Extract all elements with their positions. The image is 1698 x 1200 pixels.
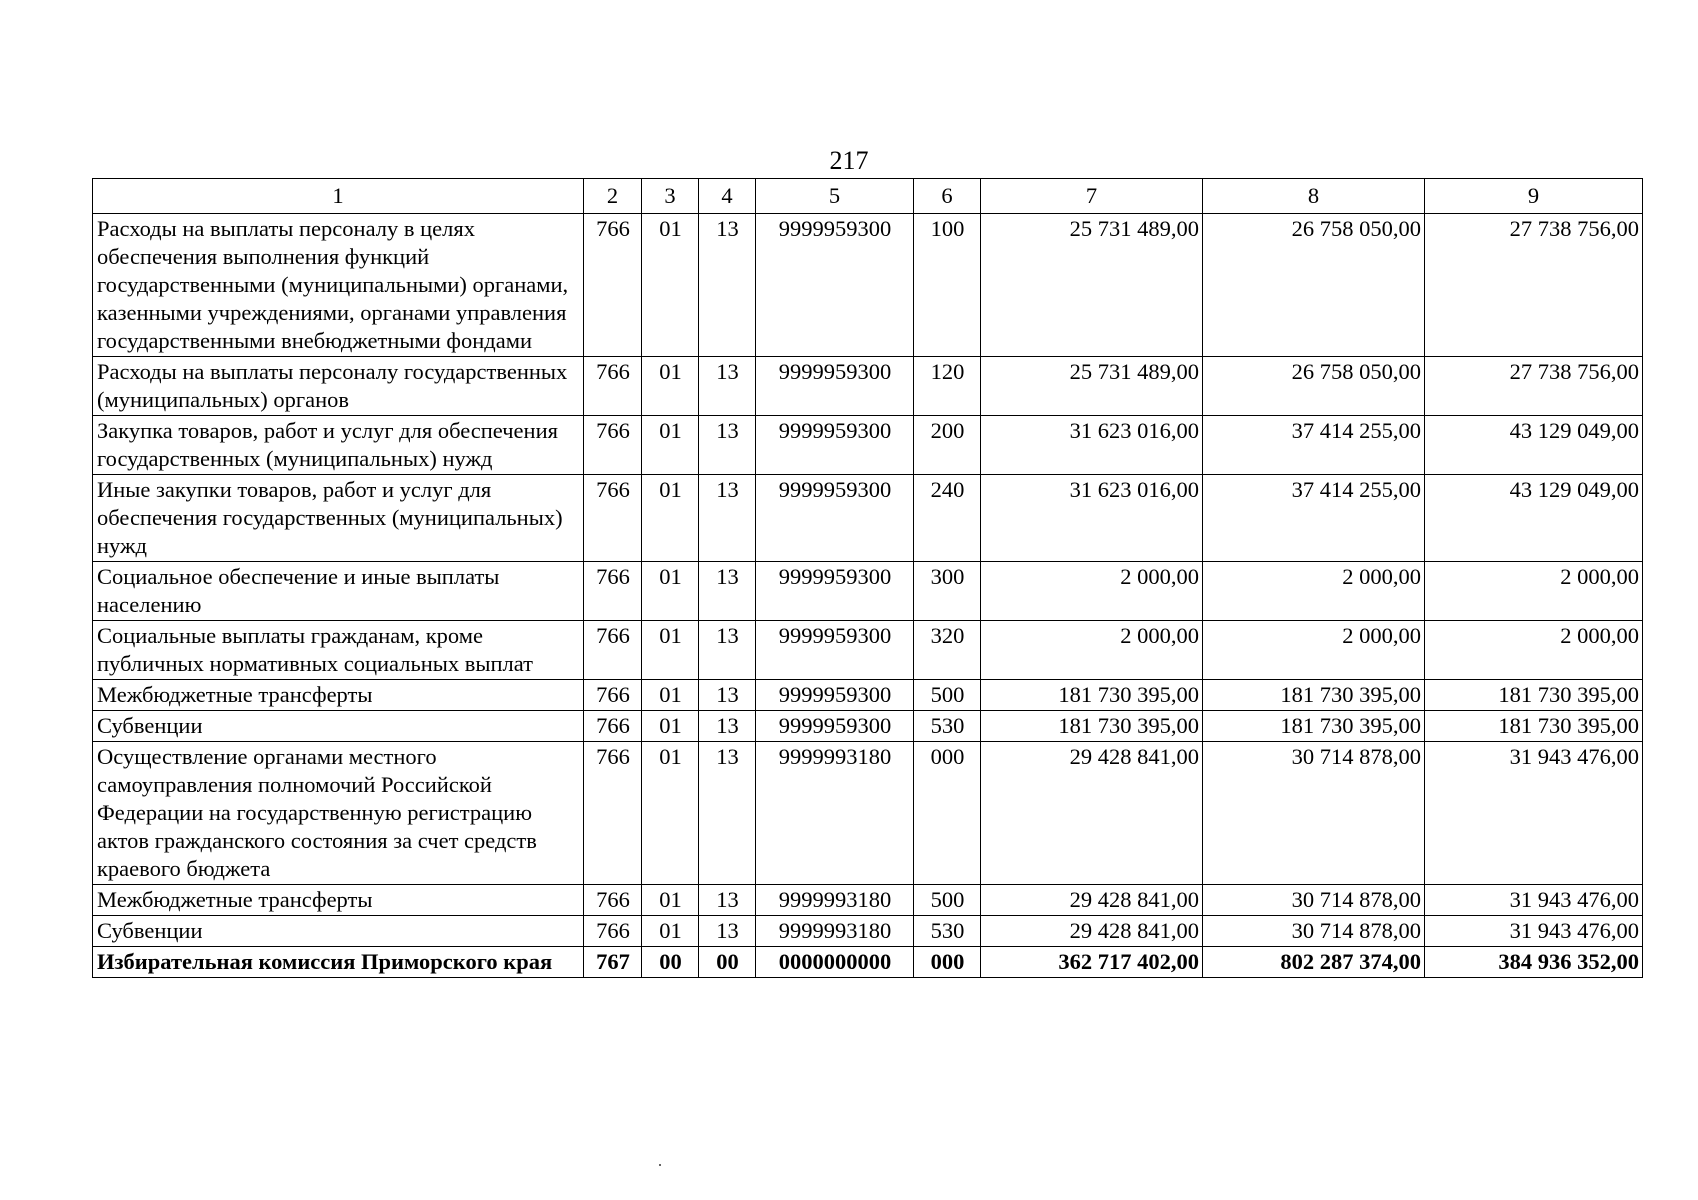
row-cell-col-3: 01	[642, 916, 699, 947]
row-cell-col-3: 01	[642, 357, 699, 416]
row-cell-col-3: 01	[642, 885, 699, 916]
row-cell-col-2: 766	[584, 475, 642, 562]
table-row	[93, 680, 1643, 711]
row-cell-col-5: 9999959300	[756, 621, 914, 680]
row-cell-col-2: 766	[584, 214, 642, 357]
row-cell-col-7: 2 000,00	[981, 562, 1203, 621]
row-cell-col-5: 9999959300	[756, 357, 914, 416]
row-cell-col-8: 26 758 050,00	[1203, 214, 1425, 357]
row-cell-col-2: 766	[584, 562, 642, 621]
row-cell-col-2: 766	[584, 742, 642, 885]
row-name-cell: Межбюджетные трансферты	[93, 680, 584, 711]
row-cell-col-5: 9999959300	[756, 562, 914, 621]
row-cell-col-4: 13	[699, 562, 756, 621]
row-cell-col-3: 01	[642, 711, 699, 742]
row-cell-col-4: 13	[699, 621, 756, 680]
row-cell-col-5: 9999959300	[756, 475, 914, 562]
row-cell-col-7: 2 000,00	[981, 621, 1203, 680]
row-cell-col-8: 802 287 374,00	[1203, 947, 1425, 978]
row-name-cell: Социальное обеспечение и иные выплаты населению	[93, 562, 584, 621]
row-cell-col-9: 384 936 352,00	[1425, 947, 1643, 978]
row-cell-col-6: 000	[914, 947, 981, 978]
row-cell-col-6: 530	[914, 711, 981, 742]
table-body	[93, 214, 1643, 978]
row-cell-col-5: 9999993180	[756, 885, 914, 916]
row-cell-col-3: 01	[642, 214, 699, 357]
row-cell-col-9: 27 738 756,00	[1425, 214, 1643, 357]
row-name-cell: Субвенции	[93, 916, 584, 947]
row-cell-col-9: 43 129 049,00	[1425, 416, 1643, 475]
header-col-7: 7	[981, 179, 1203, 214]
row-cell-col-6: 300	[914, 562, 981, 621]
table-row	[93, 357, 1643, 416]
row-cell-col-8: 181 730 395,00	[1203, 680, 1425, 711]
row-cell-col-9: 43 129 049,00	[1425, 475, 1643, 562]
row-cell-col-8: 181 730 395,00	[1203, 711, 1425, 742]
row-name-cell: Закупка товаров, работ и услуг для обеспечения государственных (муниципальных) нужд	[93, 416, 584, 475]
row-cell-col-2: 766	[584, 711, 642, 742]
table-row	[93, 742, 1643, 885]
header-col-6: 6	[914, 179, 981, 214]
table-row	[93, 562, 1643, 621]
row-cell-col-2: 766	[584, 916, 642, 947]
row-name-cell: Осуществление органами местного самоуправления полномочий Российской Федерации на государственную регистрацию актов гражданского состояния за счет средств краевого бюджета	[93, 742, 584, 885]
header-col-5: 5	[756, 179, 914, 214]
row-cell-col-6: 500	[914, 680, 981, 711]
row-cell-col-6: 240	[914, 475, 981, 562]
row-cell-col-3: 01	[642, 416, 699, 475]
row-cell-col-8: 2 000,00	[1203, 562, 1425, 621]
row-cell-col-5: 9999959300	[756, 711, 914, 742]
table-row	[93, 416, 1643, 475]
scan-speck	[659, 1164, 661, 1166]
row-cell-col-9: 181 730 395,00	[1425, 711, 1643, 742]
row-cell-col-4: 13	[699, 214, 756, 357]
row-cell-col-5: 9999993180	[756, 742, 914, 885]
row-cell-col-8: 30 714 878,00	[1203, 742, 1425, 885]
row-cell-col-8: 37 414 255,00	[1203, 416, 1425, 475]
row-cell-col-7: 31 623 016,00	[981, 475, 1203, 562]
table-row	[93, 916, 1643, 947]
row-cell-col-3: 00	[642, 947, 699, 978]
row-cell-col-3: 01	[642, 621, 699, 680]
row-cell-col-5: 9999959300	[756, 416, 914, 475]
row-cell-col-8: 2 000,00	[1203, 621, 1425, 680]
row-cell-col-4: 13	[699, 916, 756, 947]
table-row	[93, 885, 1643, 916]
table-row	[93, 711, 1643, 742]
budget-table	[92, 178, 1643, 978]
row-cell-col-4: 13	[699, 416, 756, 475]
row-cell-col-5: 0000000000	[756, 947, 914, 978]
row-cell-col-2: 766	[584, 680, 642, 711]
row-cell-col-6: 000	[914, 742, 981, 885]
row-cell-col-4: 13	[699, 475, 756, 562]
row-name-cell: Субвенции	[93, 711, 584, 742]
row-cell-col-2: 767	[584, 947, 642, 978]
table-row	[93, 214, 1643, 357]
row-cell-col-4: 00	[699, 947, 756, 978]
row-cell-col-8: 30 714 878,00	[1203, 885, 1425, 916]
row-name-cell: Межбюджетные трансферты	[93, 885, 584, 916]
header-col-3: 3	[642, 179, 699, 214]
row-cell-col-2: 766	[584, 416, 642, 475]
row-cell-col-3: 01	[642, 562, 699, 621]
row-cell-col-6: 120	[914, 357, 981, 416]
row-cell-col-4: 13	[699, 885, 756, 916]
page-number: 217	[829, 146, 869, 175]
row-name-cell: Расходы на выплаты персоналу в целях обеспечения выполнения функций государственными (муниципальными) органами, казенными учреждениями, органами управления государственными внебюджетными фондами	[93, 214, 584, 357]
row-cell-col-8: 30 714 878,00	[1203, 916, 1425, 947]
row-cell-col-6: 530	[914, 916, 981, 947]
row-name-cell: Иные закупки товаров, работ и услуг для обеспечения государственных (муниципальных) нужд	[93, 475, 584, 562]
row-cell-col-6: 500	[914, 885, 981, 916]
row-cell-col-2: 766	[584, 621, 642, 680]
header-col-2: 2	[584, 179, 642, 214]
row-cell-col-4: 13	[699, 711, 756, 742]
header-col-1: 1	[93, 179, 584, 214]
row-cell-col-7: 181 730 395,00	[981, 711, 1203, 742]
row-cell-col-2: 766	[584, 357, 642, 416]
row-cell-col-7: 29 428 841,00	[981, 885, 1203, 916]
row-name-cell: Социальные выплаты гражданам, кроме публичных нормативных социальных выплат	[93, 621, 584, 680]
row-name-cell: Избирательная комиссия Приморского края	[93, 947, 584, 978]
row-cell-col-9: 31 943 476,00	[1425, 742, 1643, 885]
table-row	[93, 621, 1643, 680]
header-col-4: 4	[699, 179, 756, 214]
row-cell-col-7: 29 428 841,00	[981, 742, 1203, 885]
table-row	[93, 947, 1643, 978]
row-cell-col-7: 362 717 402,00	[981, 947, 1203, 978]
row-cell-col-3: 01	[642, 475, 699, 562]
row-cell-col-9: 2 000,00	[1425, 621, 1643, 680]
row-cell-col-5: 9999959300	[756, 680, 914, 711]
row-cell-col-6: 100	[914, 214, 981, 357]
row-cell-col-3: 01	[642, 680, 699, 711]
row-cell-col-7: 31 623 016,00	[981, 416, 1203, 475]
row-cell-col-6: 200	[914, 416, 981, 475]
row-cell-col-3: 01	[642, 742, 699, 885]
row-name-cell: Расходы на выплаты персоналу государственных (муниципальных) органов	[93, 357, 584, 416]
row-cell-col-9: 27 738 756,00	[1425, 357, 1643, 416]
row-cell-col-9: 2 000,00	[1425, 562, 1643, 621]
row-cell-col-9: 31 943 476,00	[1425, 885, 1643, 916]
row-cell-col-8: 37 414 255,00	[1203, 475, 1425, 562]
row-cell-col-4: 13	[699, 680, 756, 711]
table-row	[93, 475, 1643, 562]
row-cell-col-7: 25 731 489,00	[981, 214, 1203, 357]
row-cell-col-2: 766	[584, 885, 642, 916]
row-cell-col-7: 181 730 395,00	[981, 680, 1203, 711]
row-cell-col-9: 31 943 476,00	[1425, 916, 1643, 947]
row-cell-col-5: 9999959300	[756, 214, 914, 357]
row-cell-col-7: 29 428 841,00	[981, 916, 1203, 947]
row-cell-col-4: 13	[699, 742, 756, 885]
header-col-9: 9	[1425, 179, 1643, 214]
row-cell-col-4: 13	[699, 357, 756, 416]
header-col-8: 8	[1203, 179, 1425, 214]
row-cell-col-5: 9999993180	[756, 916, 914, 947]
row-cell-col-8: 26 758 050,00	[1203, 357, 1425, 416]
row-cell-col-7: 25 731 489,00	[981, 357, 1203, 416]
row-cell-col-9: 181 730 395,00	[1425, 680, 1643, 711]
table-header-row	[93, 179, 1643, 214]
row-cell-col-6: 320	[914, 621, 981, 680]
